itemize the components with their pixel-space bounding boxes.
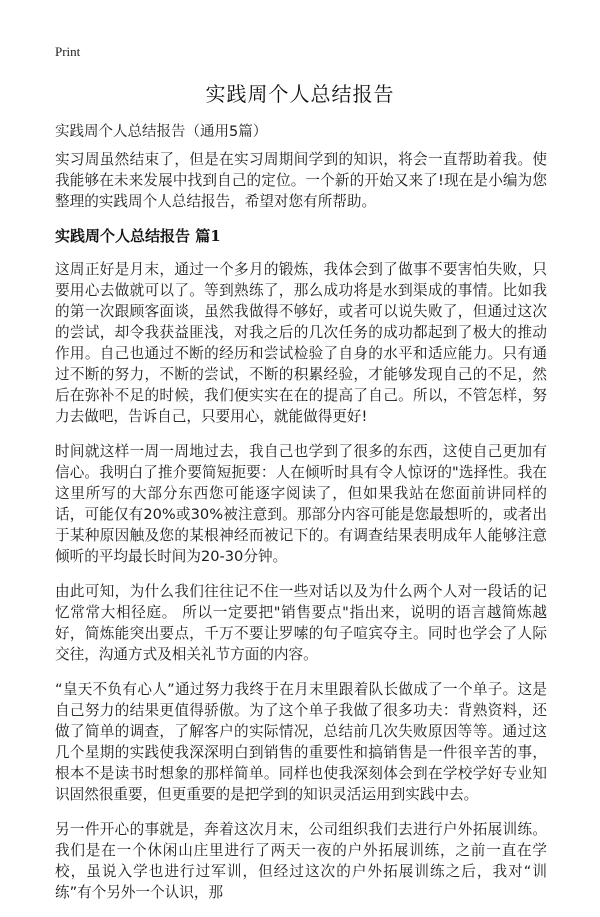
body-paragraph: 时间就这样一周一周地过去，我自己也学到了很多的东西，这使自己更加有信心。我明白了推介要简短扼要：人在倾听时具有令人惊讶的"选择性。我在这里所写的大部分东西您可能逐字阅读了，但如果我站在您面前讲同样的话，可能仅有20%或30%被注意到。那部分内容可能是您最想听的，或者出于某种原因触及您的某根神经而被记下的。有调查结果表明成年人能够注意倾听的平均最长时间为20-30分钟。 (55, 443, 547, 565)
print-link[interactable]: Print (55, 44, 81, 59)
intro-paragraph: 实习周虽然结束了，但是在实习周期间学到的知识，将会一直帮助着我。使我能够在未来发展中找到自己的定位。一个新的开始又来了!现在是小编为您整理的实践周个人总结报告，希望对您有所帮助。 (55, 151, 547, 210)
body-paragraph: 由此可知，为什么我们往往记不住一些对话以及为什么两个人对一段话的记忆常常大相径庭。 所以一定要把"销售要点"指出来，说明的语言越简炼越好，简炼能突出要点，千万不要让罗嗦的句子喧宾夺主。同时也学会了人际交往，沟通方式及相关礼节方面的内容。 (55, 583, 547, 663)
page-title: 实践周个人总结报告 (205, 82, 395, 106)
section-heading: 实践周个人总结报告 篇1 (55, 227, 221, 245)
body-paragraph: 另一件开心的事就是，奔着这次月末，公司组织我们去进行户外拓展训练。我们是在一个休闲山庄里进行了两天一夜的户外拓展训练，之前一直在学校，虽说入学也进行过军训，但经过这次的户外拓展训练之后，我对“训练”有个另外一个认识，那 (55, 821, 547, 901)
document-subtitle: 实践周个人总结报告（通用5篇） (55, 124, 268, 140)
body-paragraph: 这周正好是月末，通过一个多月的锻炼，我体会到了做事不要害怕失败，只要用心去做就可以了。等到熟练了，那么成功将是水到渠成的事情。比如我的第一次跟顾客面谈，虽然我做得不够好，或者可以说失败了，但通过这次的尝试，却令我获益匪浅，对我之后的几次任务的成功都起到了极大的推动作用。自己也通过不断的经历和尝试检验了自身的水平和适应能力。只有通过不断的努力，不断的尝试，不断的积累经验，才能够发现自己的不足，然后在弥补不足的时候，我们便实实在在的提高了自己。所以，不管怎样，努力去做吧，告诉自己，只要用心，就能做得更好! (55, 261, 547, 425)
body-paragraph: “皇天不负有心人”通过努力我终于在月末里跟着队长做成了一个单子。这是自己努力的结果更值得骄傲。为了这个单子我做了很多功夫：背熟资料，还做了简单的调查，了解客户的实际情况，总结前几次失败原因等等。通过这几个星期的实践使我深深明白到销售的重要性和搞销售是一件很辛苦的事，根本不是读书时想象的那样简单。同样也使我深刻体会到在学校学好专业知识固然很重要，但更重要的是把学到的知识灵活运用到实践中去。 (55, 681, 547, 803)
document-body (55, 149, 547, 917)
